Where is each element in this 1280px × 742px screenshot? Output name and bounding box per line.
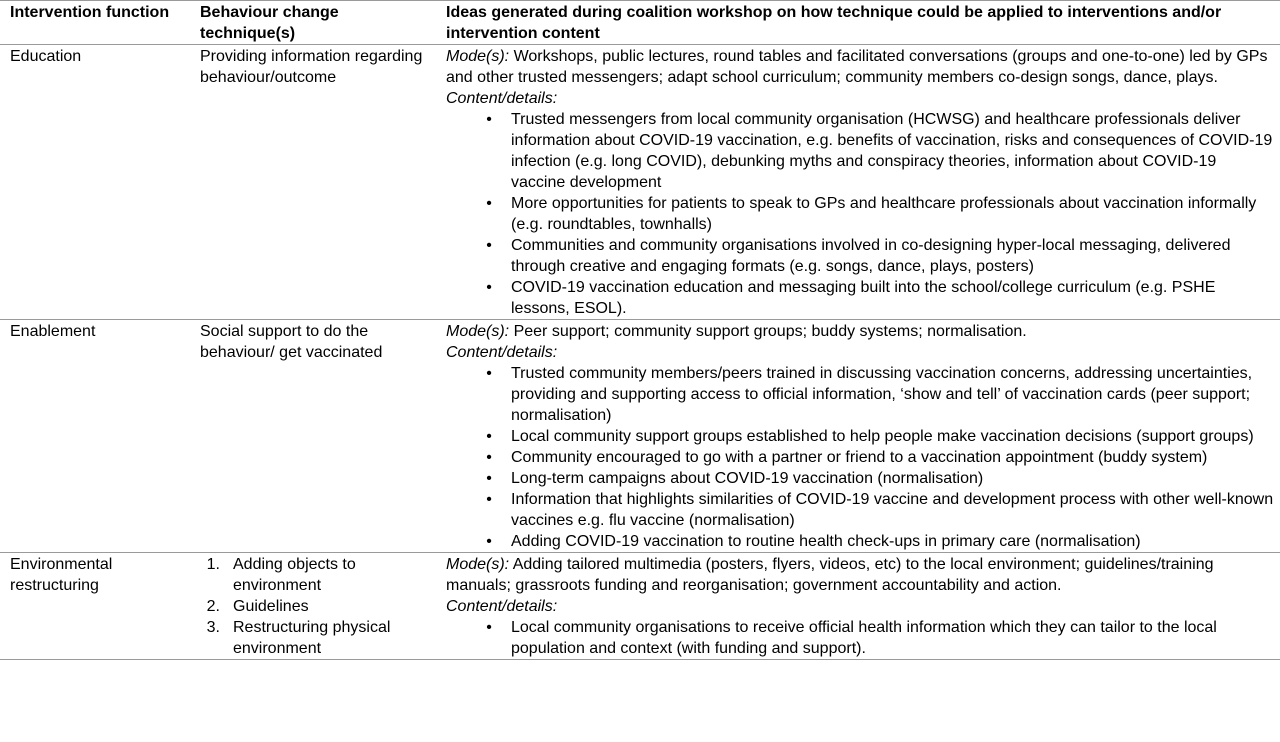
technique-list <box>200 554 430 659</box>
list-item <box>486 489 1274 531</box>
table-row <box>0 553 1280 660</box>
list-item-text: Information that highlights similarities of COVID-19 vaccine and development process with other well-known vaccines e.g. flu vaccine (normalisation) <box>511 491 1274 529</box>
bullet-icon: • <box>486 195 492 212</box>
list-item-text: Trusted messengers from local community organisation (HCWSG) and healthcare professionals deliver information about COVID-19 vaccination, e.g. benefits of vaccination, risks and consequences of COVID-19 infection (e.g. long COVID), debunking myths and conspiracy theories, information about COVID-19 vaccine development <box>511 111 1273 191</box>
list-item <box>486 363 1274 426</box>
content-list <box>446 109 1274 319</box>
mode-text: Adding tailored multimedia (posters, flyers, videos, etc) to the local environment; guidelines/training manuals; grassroots funding and reorganisation; government accountability and action. <box>446 556 1214 594</box>
ideas-cell <box>436 320 1280 553</box>
header-behaviour-change-technique: Behaviour change technique(s) <box>190 1 436 45</box>
mode-line <box>446 321 1274 342</box>
header-ideas-generated: Ideas generated during coalition workshop on how technique could be applied to interventions and/or intervention content <box>436 1 1280 45</box>
mode-label: Mode(s): <box>446 48 510 65</box>
bullet-icon: • <box>486 111 492 128</box>
list-item-text: Restructuring physical environment <box>233 619 391 657</box>
content-label: Content/details: <box>446 90 558 107</box>
bullet-icon: • <box>486 533 492 550</box>
list-item-text: Adding objects to environment <box>233 556 356 594</box>
bullet-icon: • <box>486 491 492 508</box>
intervention-function-cell: Environmental restructuring <box>0 553 190 660</box>
list-item <box>486 447 1274 468</box>
list-number: 3. <box>206 619 220 636</box>
bullet-icon: • <box>486 449 492 466</box>
list-number: 2. <box>206 598 220 615</box>
bullet-icon: • <box>486 237 492 254</box>
mode-line <box>446 46 1274 88</box>
list-item <box>486 531 1274 552</box>
bullet-icon: • <box>486 279 492 296</box>
technique-cell: Social support to do the behaviour/ get vaccinated <box>190 320 436 553</box>
content-label: Content/details: <box>446 344 558 361</box>
list-item-text: Communities and community organisations involved in co-designing hyper-local messaging, delivered through creative and engaging formats (e.g. songs, dance, plays, posters) <box>511 237 1231 275</box>
list-item <box>486 109 1274 193</box>
list-item <box>486 193 1274 235</box>
bullet-icon: • <box>486 365 492 382</box>
bullet-icon: • <box>486 619 492 636</box>
list-item-text: Community encouraged to go with a partner or friend to a vaccination appointment (buddy system) <box>511 449 1208 466</box>
bullet-icon: • <box>486 428 492 445</box>
mode-label: Mode(s): <box>446 323 510 340</box>
intervention-function-cell: Education <box>0 45 190 320</box>
mode-line <box>446 554 1274 596</box>
list-item-text: Trusted community members/peers trained in discussing vaccination concerns, addressing uncertainties, providing and supporting access to official information, ‘show and tell’ of vaccination cards (peer support; normalisation) <box>511 365 1253 424</box>
list-item-text: Guidelines <box>233 598 309 615</box>
list-item-text: More opportunities for patients to speak to GPs and healthcare professionals about vaccination informally (e.g. roundtables, townhalls) <box>511 195 1257 233</box>
list-item <box>486 468 1274 489</box>
technique-cell: Providing information regarding behaviour/outcome <box>190 45 436 320</box>
table-row <box>0 45 1280 320</box>
intervention-function-cell: Enablement <box>0 320 190 553</box>
list-item <box>486 235 1274 277</box>
list-item-text: Adding COVID-19 vaccination to routine health check-ups in primary care (normalisation) <box>511 533 1141 550</box>
list-item-text: Local community support groups established to help people make vaccination decisions (support groups) <box>511 428 1254 445</box>
list-number: 1. <box>206 556 220 573</box>
ideas-cell <box>436 45 1280 320</box>
list-item-text: Local community organisations to receive official health information which they can tailor to the local population and context (with funding and support). <box>511 619 1217 657</box>
table-row <box>0 320 1280 553</box>
list-item <box>486 426 1274 447</box>
list-item-text: Long-term campaigns about COVID-19 vaccination (normalisation) <box>511 470 984 487</box>
content-label: Content/details: <box>446 598 558 615</box>
list-item <box>486 617 1274 659</box>
list-item <box>486 277 1274 319</box>
header-intervention-function: Intervention function <box>0 1 190 45</box>
header-row <box>0 1 1280 45</box>
list-item-text: COVID-19 vaccination education and messaging built into the school/college curriculum (e.g. PSHE lessons, ESOL). <box>511 279 1216 317</box>
bullet-icon: • <box>486 470 492 487</box>
list-item <box>200 596 430 617</box>
technique-cell <box>190 553 436 660</box>
ideas-cell <box>436 553 1280 660</box>
list-item <box>200 554 430 596</box>
list-item <box>200 617 430 659</box>
mode-text: Peer support; community support groups; buddy systems; normalisation. <box>509 323 1027 340</box>
content-list <box>446 363 1274 552</box>
content-list <box>446 617 1274 659</box>
mode-label: Mode(s): <box>446 556 510 573</box>
mode-text: Workshops, public lectures, round tables and facilitated conversations (groups and one-to-one) led by GPs and other trusted messengers; adapt school curriculum; community members co-design songs, dance, plays. <box>446 48 1268 86</box>
